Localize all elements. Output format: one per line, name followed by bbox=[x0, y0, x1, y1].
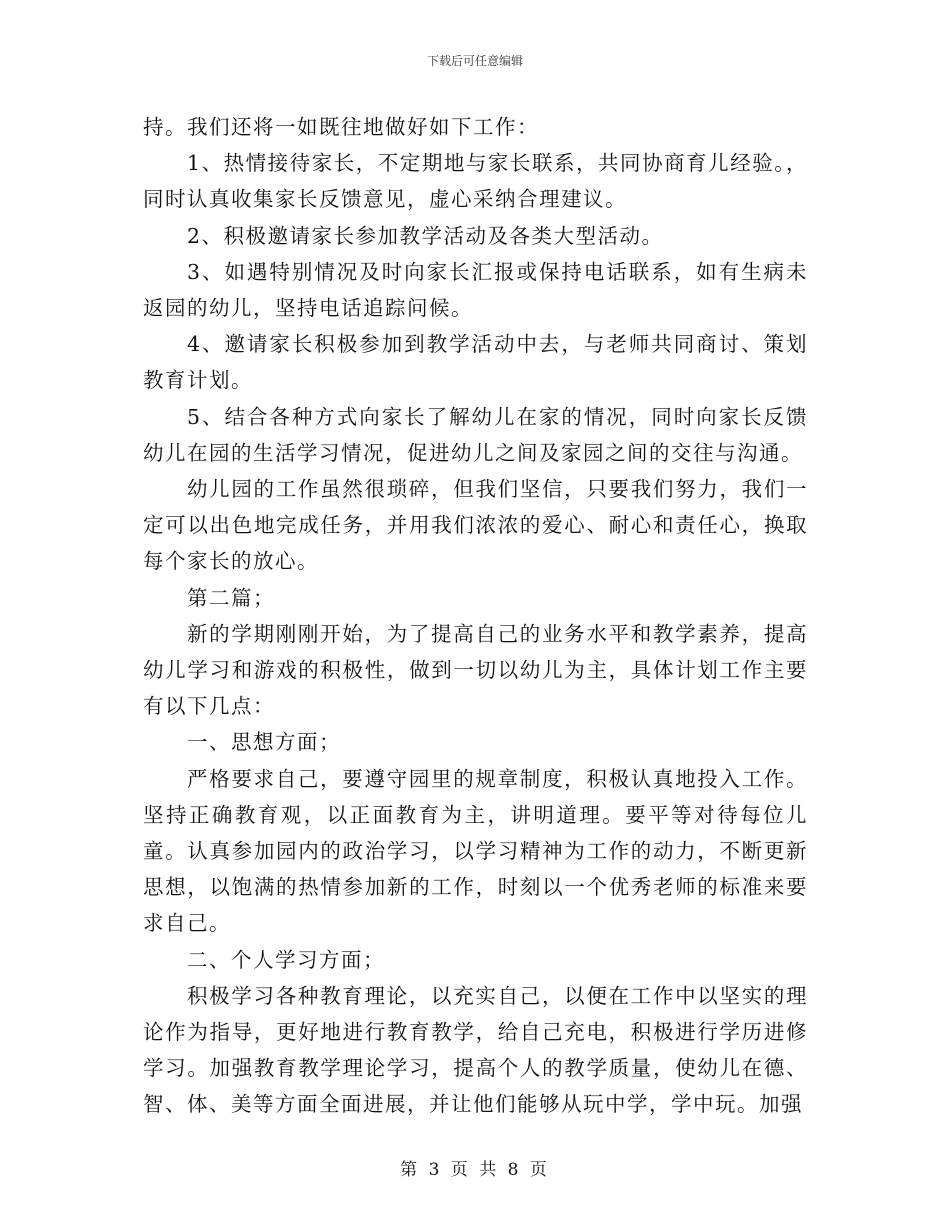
paragraph: 5、结合各种方式向家长了解幼儿在家的情况，同时向家长反馈幼儿在园的生活学习情况，促进幼儿之间及家园之间的交往与沟通。 bbox=[143, 404, 808, 465]
paragraph: 1、热情接待家长，不定期地与家长联系，共同协商育儿经验。，同时认真收集家长反馈意见，虚心采纳合理建议。 bbox=[143, 151, 808, 212]
page-number: 第 3 页 共 8 页 bbox=[400, 1160, 550, 1180]
paragraph: 持。我们还将一如既往地做好如下工作： bbox=[143, 115, 539, 139]
paragraph: 2、积极邀请家长参加教学活动及各类大型活动。 bbox=[187, 223, 664, 248]
paragraph: 幼儿园的工作虽然很琐碎，但我们坚信，只要我们努力，我们一定可以出色地完成任务，并用我们浓浓的爱心、耐心和责任心，换取每个家长的放心。 bbox=[143, 477, 808, 574]
paragraph: 严格要求自己，要遵守园里的规章制度，积极认真地投入工作。坚持正确教育观，以正面教育为主，讲明道理。要平等对待每位儿童。认真参加园内的政治学习，以学习精神为工作的动力，不断更新思想，以饱满的热情参加新的工作，时刻以一个优秀老师的标准来要求自己。 bbox=[143, 766, 808, 936]
paragraph: 积极学习各种教育理论，以充实自己，以便在工作中以坚实的理论作为指导，更好地进行教育教学，给自己充电，积极进行学历进修学习。加强教育教学理论学习，提高个人的教学质量，使幼儿在德、智、体、美等方面全面进展，并让他们能够从玩中学，学中玩。加强 bbox=[143, 983, 808, 1117]
page-header: 下载后可任意编辑 bbox=[426, 54, 523, 68]
document-body bbox=[143, 109, 808, 1123]
paragraph: 3、如遇特别情况及时向家长汇报或保持电话联系，如有生病未返园的幼儿，坚持电话追踪问候。 bbox=[143, 259, 808, 321]
paragraph: 新的学期刚刚开始，为了提高自己的业务水平和教学素养，提高幼儿学习和游戏的积极性，做到一切以幼儿为主，具体计划工作主要有以下几点： bbox=[143, 621, 808, 719]
section-heading: 一、思想方面； bbox=[187, 730, 341, 755]
paragraph: 4、邀请家长积极参加到教学活动中去，与老师共同商讨、策划教育计划。 bbox=[143, 332, 808, 393]
section-heading: 第二篇； bbox=[187, 585, 275, 610]
section-heading: 二、个人学习方面； bbox=[187, 947, 385, 972]
